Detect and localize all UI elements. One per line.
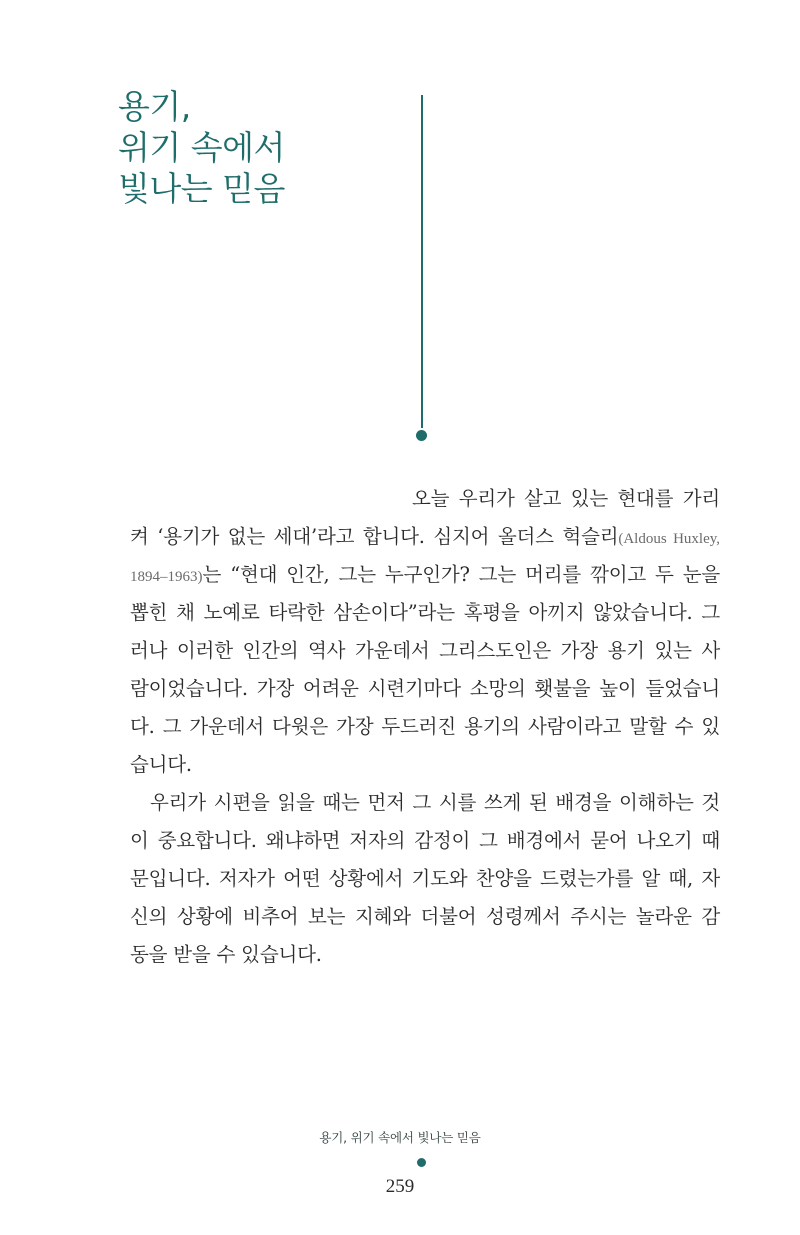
footer-dot	[417, 1158, 426, 1167]
running-footer: 용기, 위기 속에서 빛나는 믿음	[319, 1130, 481, 1145]
body-line: 습니다.	[130, 753, 192, 776]
body-line: 러나 이러한 인간의 역사 가운데서 그리스도인은 가장 용기 있는 사	[130, 639, 720, 662]
body-line: 이 중요합니다. 왜냐하면 저자의 감정이 그 배경에서 묻어 나오기 때	[130, 829, 720, 852]
latin-name: (Aldous Huxley,	[618, 531, 720, 547]
body-line: 우리가 시편을 읽을 때는 먼저 그 시를 쓰게 된 배경을 이해하는 것	[150, 791, 720, 814]
page-number: 259	[385, 1176, 415, 1197]
body-text-span: 는 “현대 인간, 그는 누구인가? 그는 머리를 깎이고 두 눈을	[202, 563, 720, 586]
chapter-title	[118, 86, 398, 209]
body-line: 다. 그 가운데서 다윗은 가장 두드러진 용기의 사람이라고 말할 수 있	[130, 715, 720, 738]
body-line: 오늘 우리가 살고 있는 현대를 가리	[412, 487, 720, 510]
body-line	[130, 556, 720, 594]
body-line: 동을 받을 수 있습니다.	[130, 943, 322, 966]
body-line	[130, 518, 720, 556]
body-line: 람이었습니다. 가장 어려운 시련기마다 소망의 횃불을 높이 들었습니	[130, 677, 720, 700]
chapter-title-line-2: 위기 속에서	[118, 128, 285, 167]
body-line: 문입니다. 저자가 어떤 상황에서 기도와 찬양을 드렸는가를 알 때, 자	[130, 867, 720, 890]
body-line: 뽑힌 채 노예로 타락한 삼손이다”라는 혹평을 아끼지 않았습니다. 그	[130, 601, 720, 624]
body-text-span: 켜 ‘용기가 없는 세대’라고 합니다. 심지어 올더스 헉슬리	[130, 525, 619, 548]
vertical-divider	[421, 95, 423, 428]
divider-dot	[416, 430, 427, 441]
chapter-title-line-3: 빛나는 믿음	[118, 169, 285, 208]
body-text	[130, 480, 720, 974]
latin-dates: 1894–1963)	[130, 569, 203, 585]
body-line: 신의 상황에 비추어 보는 지혜와 더불어 성령께서 주시는 놀라운 감	[130, 905, 720, 928]
chapter-title-line-1: 용기,	[118, 87, 191, 126]
